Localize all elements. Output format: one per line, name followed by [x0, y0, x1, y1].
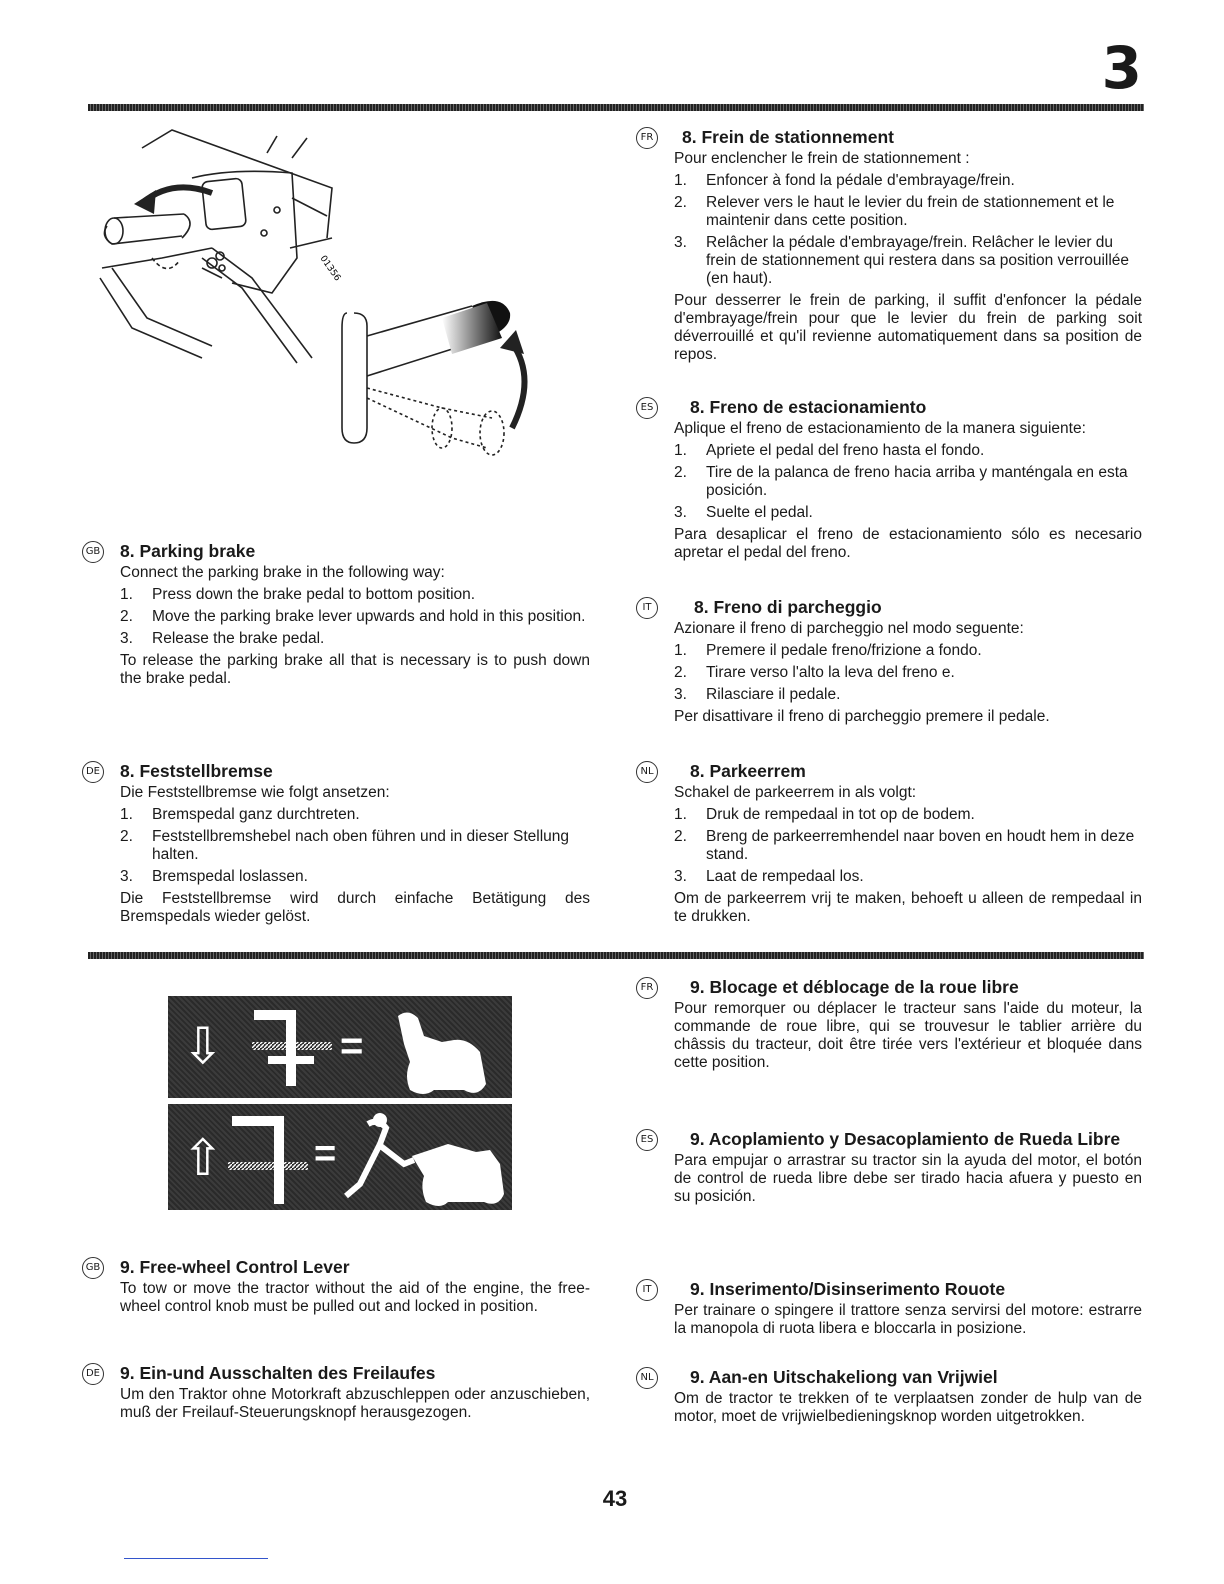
step-number: 3. [674, 686, 687, 703]
page-number: 43 [602, 1486, 628, 1511]
section-title: 8. Parkeerrem [690, 761, 806, 781]
step-text: Bremspedal ganz durchtreten. [152, 806, 360, 823]
section-it-freewheel [642, 1278, 1142, 1338]
section-note: Om de tractor te trekken of te verplaatsen zonder de hulp van de motor, moet de vrijwielbedieningsknop worden uitgetrokken. [674, 1390, 1142, 1425]
step-text: Rilasciare il pedale. [706, 686, 841, 703]
section-title: 9. Inserimento/Disinserimento Rouote [690, 1279, 1006, 1299]
step-text: Relâcher la pédale d'embrayage/frein. Relâcher le levier du frein de stationnement qui restera dans sa position verrouillée (en haut). [706, 234, 1130, 287]
steps-list [674, 172, 1142, 288]
section-title: 9. Blocage et déblocage de la roue libre [690, 977, 1019, 997]
list-item [674, 686, 1142, 704]
language-badge-nl: NL [636, 1367, 658, 1389]
step-number: 1. [120, 586, 133, 603]
freewheel-illustration [168, 996, 512, 1210]
language-badge-nl: NL [636, 761, 658, 783]
step-number: 1. [674, 806, 687, 823]
section-nl-parking-brake [640, 760, 1142, 926]
section-note: To tow or move the tractor without the aid of the engine, the free-wheel control knob must be pulled out and locked in position. [120, 1280, 590, 1315]
list-item [674, 806, 1142, 824]
section-title: 8. Freno de estacionamiento [690, 397, 927, 417]
step-number: 3. [120, 868, 133, 885]
section-fr-parking-brake [640, 126, 1142, 364]
step-number: 2. [674, 464, 687, 481]
section-intro: Schakel de parkeerrem in als volgt: [674, 784, 917, 801]
section-note: Per disattivare il freno di parcheggio premere il pedale. [674, 708, 1050, 725]
section-title: 8. Parking brake [120, 541, 256, 561]
language-badge-es: ES [636, 1129, 658, 1151]
step-number: 2. [120, 608, 133, 625]
list-item [120, 806, 590, 824]
section-title: 8. Feststellbremse [120, 761, 273, 781]
section-note: Para empujar o arrastrar su tractor sin la ayuda del motor, el botón de control de rueda libre debe ser tirado hacia afuera y puesto en su posición. [674, 1152, 1142, 1205]
list-item [674, 442, 1142, 460]
step-number: 3. [674, 504, 687, 521]
language-badge-it: IT [636, 1279, 658, 1301]
list-item [674, 642, 1142, 660]
step-number: 1. [674, 442, 687, 459]
step-text: Suelte el pedal. [706, 504, 813, 521]
step-text: Bremspedal loslassen. [152, 868, 308, 885]
section-note: Para desaplicar el freno de estacionamiento sólo es necesario apretar el pedal del freno. [674, 526, 1142, 561]
section-intro: Connect the parking brake in the following way: [120, 564, 445, 581]
step-number: 3. [674, 868, 687, 885]
section-intro: Pour enclencher le frein de stationnement : [674, 150, 970, 167]
list-item [674, 504, 1142, 522]
steps-list [674, 442, 1142, 522]
step-number: 1. [674, 172, 687, 189]
equals-sign: = [314, 1133, 337, 1175]
section-title: 8. Frein de stationnement [682, 127, 894, 147]
step-text: Move the parking brake lever upwards and hold in this position. [152, 608, 586, 625]
section-intro: Azionare il freno di parcheggio nel modo seguente: [674, 620, 1024, 637]
section-gb-parking-brake [85, 540, 590, 688]
freewheel-panel-engaged [168, 996, 512, 1098]
section-note: Um den Traktor ohne Motorkraft abzuschleppen oder anzuschieben, muß der Freilauf-Steuerungsknopf herausgezogen. [120, 1386, 590, 1421]
list-item [120, 828, 590, 864]
chapter-number: 3 [1101, 34, 1142, 102]
step-number: 3. [674, 234, 687, 251]
section-de-freewheel [85, 1362, 590, 1422]
language-badge-gb: GB [82, 1257, 104, 1279]
middle-rule [88, 952, 1144, 959]
step-number: 1. [674, 642, 687, 659]
equals-sign: = [340, 1024, 364, 1068]
list-item [674, 234, 1142, 288]
step-number: 2. [674, 828, 687, 845]
section-note: To release the parking brake all that is necessary is to push down the brake pedal. [120, 652, 590, 687]
list-item [674, 828, 1142, 864]
steps-list [120, 806, 590, 886]
step-text: Laat de rempedaal los. [706, 868, 864, 885]
step-number: 2. [120, 828, 133, 845]
step-text: Druk de rempedaal in tot op de bodem. [706, 806, 975, 823]
language-badge-de: DE [82, 761, 104, 783]
list-item [120, 868, 590, 886]
step-number: 2. [674, 664, 687, 681]
list-item [674, 868, 1142, 886]
language-badge-fr: FR [636, 977, 658, 999]
step-text: Press down the brake pedal to bottom position. [152, 586, 476, 603]
list-item [120, 586, 590, 604]
list-item [674, 172, 1142, 190]
section-gb-freewheel [85, 1256, 590, 1316]
section-title: 8. Freno di parcheggio [694, 597, 882, 617]
step-number: 3. [120, 630, 133, 647]
list-item [674, 664, 1142, 682]
language-badge-de: DE [82, 1363, 104, 1385]
section-note: Pour desserrer le frein de parking, il suffit d'enfoncer la pédale d'embrayage/frein pour que le levier du frein de parking soit déverrouillé et qu'il revienne automatiquement dans sa position de repos. [674, 292, 1142, 363]
steps-list [120, 586, 590, 648]
step-text: Feststellbremshebel nach oben führen und in dieser Stellung halten. [152, 828, 570, 863]
section-note: Pour remorquer ou déplacer le tracteur sans l'aide du moteur, la commande de roue libre, qui se trouvesur le tablier arrière du châssis du tracteur, doit être tirée vers l'extérieur et bloquée dans cette position. [674, 1000, 1142, 1071]
figure-code-label: 01356 [317, 253, 343, 284]
lever-pushed-icon [228, 996, 508, 1098]
step-text: Tire de la palanca de freno hacia arriba y manténgala en esta posición. [706, 464, 1128, 499]
step-text: Premere il pedale freno/frizione a fondo. [706, 642, 982, 659]
section-de-parking-brake [85, 760, 590, 926]
list-item [120, 630, 590, 648]
top-rule [88, 104, 1144, 111]
section-es-freewheel [640, 1128, 1142, 1206]
section-es-parking-brake [640, 396, 1142, 562]
language-badge-fr: FR [636, 127, 658, 149]
step-number: 1. [120, 806, 133, 823]
section-nl-freewheel [640, 1366, 1142, 1426]
section-fr-freewheel [640, 976, 1142, 1072]
steps-list [674, 806, 1142, 886]
freewheel-panel-disengaged [168, 1104, 512, 1210]
lever-pulled-icon [228, 1104, 508, 1210]
step-number: 2. [674, 194, 687, 211]
arrow-down-icon: ⇩ [182, 1017, 224, 1075]
section-title: 9. Acoplamiento y Desacoplamiento de Rueda Libre [690, 1129, 1121, 1149]
step-text: Breng de parkeerremhendel naar boven en houdt hem in deze stand. [706, 828, 1135, 863]
section-note: Per trainare o spingere il trattore senza servirsi del motore: estrarre la manopola di ruota libera e bloccarla in posizione. [674, 1302, 1142, 1337]
section-title: 9. Aan-en Uitschakeliong van Vrijwiel [690, 1367, 998, 1387]
section-intro: Aplique el freno de estacionamiento de la manera siguiente: [674, 420, 1086, 437]
language-badge-es: ES [636, 397, 658, 419]
section-note: Om de parkeerrem vrij te maken, behoeft u alleen de rempedaal in te drukken. [674, 890, 1142, 925]
arrow-up-icon: ⇧ [182, 1129, 224, 1187]
section-it-parking-brake [642, 596, 1142, 726]
step-text: Apriete el pedal del freno hasta el fondo. [706, 442, 985, 459]
step-text: Relever vers le haut le levier du frein de stationnement et le maintenir dans cette position. [706, 194, 1115, 229]
footer-line [124, 1558, 268, 1559]
step-text: Enfoncer à fond la pédale d'embrayage/frein. [706, 172, 1015, 189]
language-badge-gb: GB [82, 541, 104, 563]
step-text: Tirare verso l'alto la leva del freno e. [706, 664, 955, 681]
section-title: 9. Free-wheel Control Lever [120, 1257, 350, 1277]
section-title: 9. Ein-und Ausschalten des Freilaufes [120, 1363, 436, 1383]
section-intro: Die Feststellbremse wie folgt ansetzen: [120, 784, 390, 801]
list-item [674, 464, 1142, 500]
steps-list [674, 642, 1142, 704]
section-note: Die Feststellbremse wird durch einfache Betätigung des Bremspedals wieder gelöst. [120, 890, 590, 925]
list-item [674, 194, 1142, 230]
language-badge-it: IT [636, 597, 658, 619]
parking-brake-illustration [92, 118, 532, 468]
step-text: Release the brake pedal. [152, 630, 325, 647]
list-item [120, 608, 590, 626]
